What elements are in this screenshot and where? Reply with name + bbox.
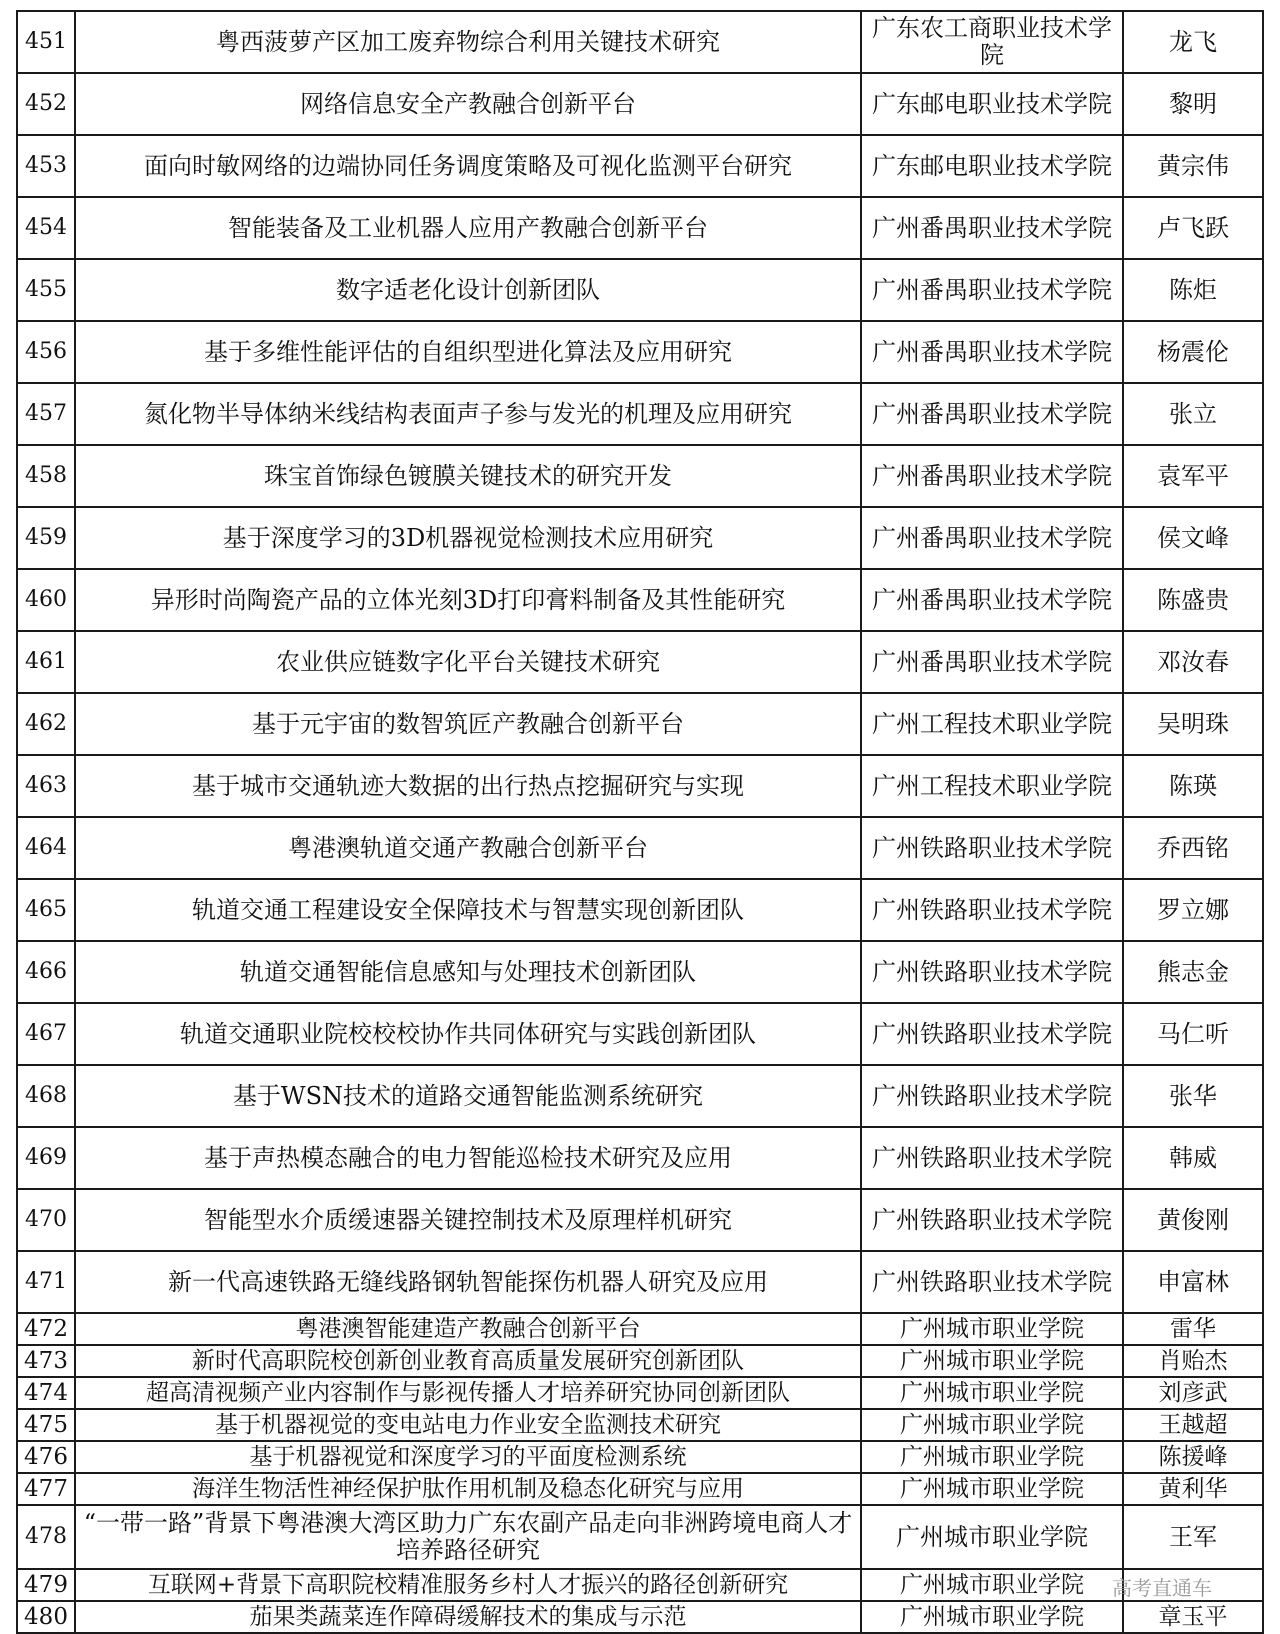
row-number-cell: 474 <box>17 1377 75 1409</box>
project-name-cell: 海洋生物活性神经保护肽作用机制及稳态化研究与应用 <box>75 1473 861 1505</box>
project-name-cell: 粤港澳轨道交通产教融合创新平台 <box>75 817 861 879</box>
row-number-cell: 470 <box>17 1189 75 1251</box>
table-row <box>17 1601 1263 1633</box>
table-row <box>17 507 1263 569</box>
leader-name-cell: 马仁听 <box>1123 1003 1263 1065</box>
institution-cell: 广州番禺职业技术学院 <box>861 631 1123 693</box>
table-row <box>17 321 1263 383</box>
leader-name-cell: 乔西铭 <box>1123 817 1263 879</box>
leader-name-cell: 熊志金 <box>1123 941 1263 1003</box>
table-row <box>17 941 1263 1003</box>
row-number-cell: 473 <box>17 1345 75 1377</box>
table-row <box>17 631 1263 693</box>
row-number-cell: 460 <box>17 569 75 631</box>
row-number-cell: 452 <box>17 73 75 135</box>
project-name-cell: 异形时尚陶瓷产品的立体光刻3D打印膏料制备及其性能研究 <box>75 569 861 631</box>
institution-cell: 广州番禺职业技术学院 <box>861 321 1123 383</box>
row-number-cell: 480 <box>17 1601 75 1633</box>
institution-cell: 广东农工商职业技术学院 <box>861 11 1123 73</box>
project-name-cell: 新一代高速铁路无缝线路钢轨智能探伤机器人研究及应用 <box>75 1251 861 1313</box>
row-number-cell: 475 <box>17 1409 75 1441</box>
institution-cell: 广州城市职业学院 <box>861 1409 1123 1441</box>
row-number-cell: 455 <box>17 259 75 321</box>
table-row <box>17 755 1263 817</box>
row-number-cell: 456 <box>17 321 75 383</box>
project-name-cell: “一带一路”背景下粤港澳大湾区助力广东农副产品走向非洲跨境电商人才培养路径研究 <box>75 1505 861 1569</box>
row-number-cell: 476 <box>17 1441 75 1473</box>
table-row <box>17 1473 1263 1505</box>
institution-cell: 广州番禺职业技术学院 <box>861 507 1123 569</box>
project-name-cell: 粤西菠萝产区加工废弃物综合利用关键技术研究 <box>75 11 861 73</box>
leader-name-cell: 邓汝春 <box>1123 631 1263 693</box>
table-body <box>17 11 1263 1633</box>
institution-cell: 广州番禺职业技术学院 <box>861 445 1123 507</box>
leader-name-cell: 黄利华 <box>1123 1473 1263 1505</box>
project-name-cell: 基于元宇宙的数智筑匠产教融合创新平台 <box>75 693 861 755</box>
institution-cell: 广州铁路职业技术学院 <box>861 817 1123 879</box>
row-number-cell: 469 <box>17 1127 75 1189</box>
row-number-cell: 461 <box>17 631 75 693</box>
project-name-cell: 轨道交通智能信息感知与处理技术创新团队 <box>75 941 861 1003</box>
row-number-cell: 451 <box>17 11 75 73</box>
table-row <box>17 1409 1263 1441</box>
table-row <box>17 1251 1263 1313</box>
leader-name-cell: 黎明 <box>1123 73 1263 135</box>
project-name-cell: 智能装备及工业机器人应用产教融合创新平台 <box>75 197 861 259</box>
leader-name-cell: 张华 <box>1123 1065 1263 1127</box>
leader-name-cell: 龙飞 <box>1123 11 1263 73</box>
institution-cell: 广州番禺职业技术学院 <box>861 383 1123 445</box>
leader-name-cell: 张立 <box>1123 383 1263 445</box>
project-name-cell: 基于城市交通轨迹大数据的出行热点挖掘研究与实现 <box>75 755 861 817</box>
table-row <box>17 1505 1263 1569</box>
leader-name-cell: 雷华 <box>1123 1313 1263 1345</box>
leader-name-cell: 袁军平 <box>1123 445 1263 507</box>
project-name-cell: 超高清视频产业内容制作与影视传播人才培养研究协同创新团队 <box>75 1377 861 1409</box>
table-row <box>17 1065 1263 1127</box>
row-number-cell: 468 <box>17 1065 75 1127</box>
project-name-cell: 基于声热模态融合的电力智能巡检技术研究及应用 <box>75 1127 861 1189</box>
row-number-cell: 471 <box>17 1251 75 1313</box>
project-name-cell: 珠宝首饰绿色镀膜关键技术的研究开发 <box>75 445 861 507</box>
row-number-cell: 478 <box>17 1505 75 1569</box>
institution-cell: 广州铁路职业技术学院 <box>861 1189 1123 1251</box>
project-name-cell: 氮化物半导体纳米线结构表面声子参与发光的机理及应用研究 <box>75 383 861 445</box>
table-row <box>17 259 1263 321</box>
row-number-cell: 472 <box>17 1313 75 1345</box>
institution-cell: 广州城市职业学院 <box>861 1569 1123 1601</box>
institution-cell: 广州城市职业学院 <box>861 1505 1123 1569</box>
leader-name-cell: 吴明珠 <box>1123 693 1263 755</box>
project-name-cell: 基于机器视觉和深度学习的平面度检测系统 <box>75 1441 861 1473</box>
row-number-cell: 466 <box>17 941 75 1003</box>
table-row <box>17 817 1263 879</box>
row-number-cell: 463 <box>17 755 75 817</box>
row-number-cell: 464 <box>17 817 75 879</box>
project-name-cell: 面向时敏网络的边端协同任务调度策略及可视化监测平台研究 <box>75 135 861 197</box>
table-row <box>17 1569 1263 1601</box>
project-name-cell: 新时代高职院校创新创业教育高质量发展研究创新团队 <box>75 1345 861 1377</box>
row-number-cell: 479 <box>17 1569 75 1601</box>
row-number-cell: 458 <box>17 445 75 507</box>
leader-name-cell: 罗立娜 <box>1123 879 1263 941</box>
institution-cell: 广州铁路职业技术学院 <box>861 1003 1123 1065</box>
row-number-cell: 462 <box>17 693 75 755</box>
project-name-cell: 轨道交通职业院校校校协作共同体研究与实践创新团队 <box>75 1003 861 1065</box>
leader-name-cell: 陈瑛 <box>1123 755 1263 817</box>
leader-name-cell: 黄宗伟 <box>1123 135 1263 197</box>
row-number-cell: 453 <box>17 135 75 197</box>
table-row <box>17 445 1263 507</box>
leader-name-cell: 韩威 <box>1123 1127 1263 1189</box>
leader-name-cell: 王军 <box>1123 1505 1263 1569</box>
project-name-cell: 网络信息安全产教融合创新平台 <box>75 73 861 135</box>
project-list-table <box>16 10 1264 1634</box>
institution-cell: 广州铁路职业技术学院 <box>861 879 1123 941</box>
leader-name-cell: 王越超 <box>1123 1409 1263 1441</box>
table-row <box>17 135 1263 197</box>
table-row <box>17 1189 1263 1251</box>
institution-cell: 广州铁路职业技术学院 <box>861 1065 1123 1127</box>
table-row <box>17 1313 1263 1345</box>
institution-cell: 广州城市职业学院 <box>861 1313 1123 1345</box>
table-row <box>17 197 1263 259</box>
leader-name-cell: 肖贻杰 <box>1123 1345 1263 1377</box>
leader-name-cell: 刘彦武 <box>1123 1377 1263 1409</box>
row-number-cell: 457 <box>17 383 75 445</box>
project-name-cell: 轨道交通工程建设安全保障技术与智慧实现创新团队 <box>75 879 861 941</box>
table-row <box>17 1345 1263 1377</box>
project-name-cell: 基于深度学习的3D机器视觉检测技术应用研究 <box>75 507 861 569</box>
leader-name-cell: 黄俊刚 <box>1123 1189 1263 1251</box>
leader-name-cell: 章玉平 <box>1123 1601 1263 1633</box>
institution-cell: 广州番禺职业技术学院 <box>861 259 1123 321</box>
table-row <box>17 1441 1263 1473</box>
institution-cell: 广东邮电职业技术学院 <box>861 73 1123 135</box>
table-row <box>17 383 1263 445</box>
institution-cell: 广州铁路职业技术学院 <box>861 1251 1123 1313</box>
row-number-cell: 465 <box>17 879 75 941</box>
institution-cell: 广州番禺职业技术学院 <box>861 569 1123 631</box>
project-name-cell: 茄果类蔬菜连作障碍缓解技术的集成与示范 <box>75 1601 861 1633</box>
table-row <box>17 73 1263 135</box>
project-name-cell: 互联网+背景下高职院校精准服务乡村人才振兴的路径创新研究 <box>75 1569 861 1601</box>
project-name-cell: 基于WSN技术的道路交通智能监测系统研究 <box>75 1065 861 1127</box>
project-name-cell: 智能型水介质缓速器关键控制技术及原理样机研究 <box>75 1189 861 1251</box>
leader-name-cell: 陈炬 <box>1123 259 1263 321</box>
table-row <box>17 1127 1263 1189</box>
institution-cell: 广州工程技术职业学院 <box>861 755 1123 817</box>
table-row <box>17 11 1263 73</box>
leader-name-cell: 侯文峰 <box>1123 507 1263 569</box>
institution-cell: 广州番禺职业技术学院 <box>861 197 1123 259</box>
project-name-cell: 农业供应链数字化平台关键技术研究 <box>75 631 861 693</box>
institution-cell: 广州工程技术职业学院 <box>861 693 1123 755</box>
project-list-table-container <box>16 10 1262 1634</box>
leader-name-cell: 陈援峰 <box>1123 1441 1263 1473</box>
institution-cell: 广州铁路职业技术学院 <box>861 1127 1123 1189</box>
table-row <box>17 569 1263 631</box>
project-name-cell: 数字适老化设计创新团队 <box>75 259 861 321</box>
row-number-cell: 459 <box>17 507 75 569</box>
institution-cell: 广州铁路职业技术学院 <box>861 941 1123 1003</box>
institution-cell: 广州城市职业学院 <box>861 1601 1123 1633</box>
leader-name-cell: 卢飞跃 <box>1123 197 1263 259</box>
institution-cell: 广东邮电职业技术学院 <box>861 135 1123 197</box>
institution-cell: 广州城市职业学院 <box>861 1377 1123 1409</box>
watermark-text: 高考直通车 <box>1112 1576 1212 1600</box>
institution-cell: 广州城市职业学院 <box>861 1473 1123 1505</box>
table-row <box>17 879 1263 941</box>
leader-name-cell: 杨震伦 <box>1123 321 1263 383</box>
leader-name-cell: 陈盛贵 <box>1123 569 1263 631</box>
table-row <box>17 693 1263 755</box>
row-number-cell: 467 <box>17 1003 75 1065</box>
row-number-cell: 477 <box>17 1473 75 1505</box>
project-name-cell: 基于机器视觉的变电站电力作业安全监测技术研究 <box>75 1409 861 1441</box>
project-name-cell: 粤港澳智能建造产教融合创新平台 <box>75 1313 861 1345</box>
institution-cell: 广州城市职业学院 <box>861 1441 1123 1473</box>
institution-cell: 广州城市职业学院 <box>861 1345 1123 1377</box>
table-row <box>17 1003 1263 1065</box>
leader-name-cell: 申富林 <box>1123 1251 1263 1313</box>
row-number-cell: 454 <box>17 197 75 259</box>
table-row <box>17 1377 1263 1409</box>
project-name-cell: 基于多维性能评估的自组织型进化算法及应用研究 <box>75 321 861 383</box>
